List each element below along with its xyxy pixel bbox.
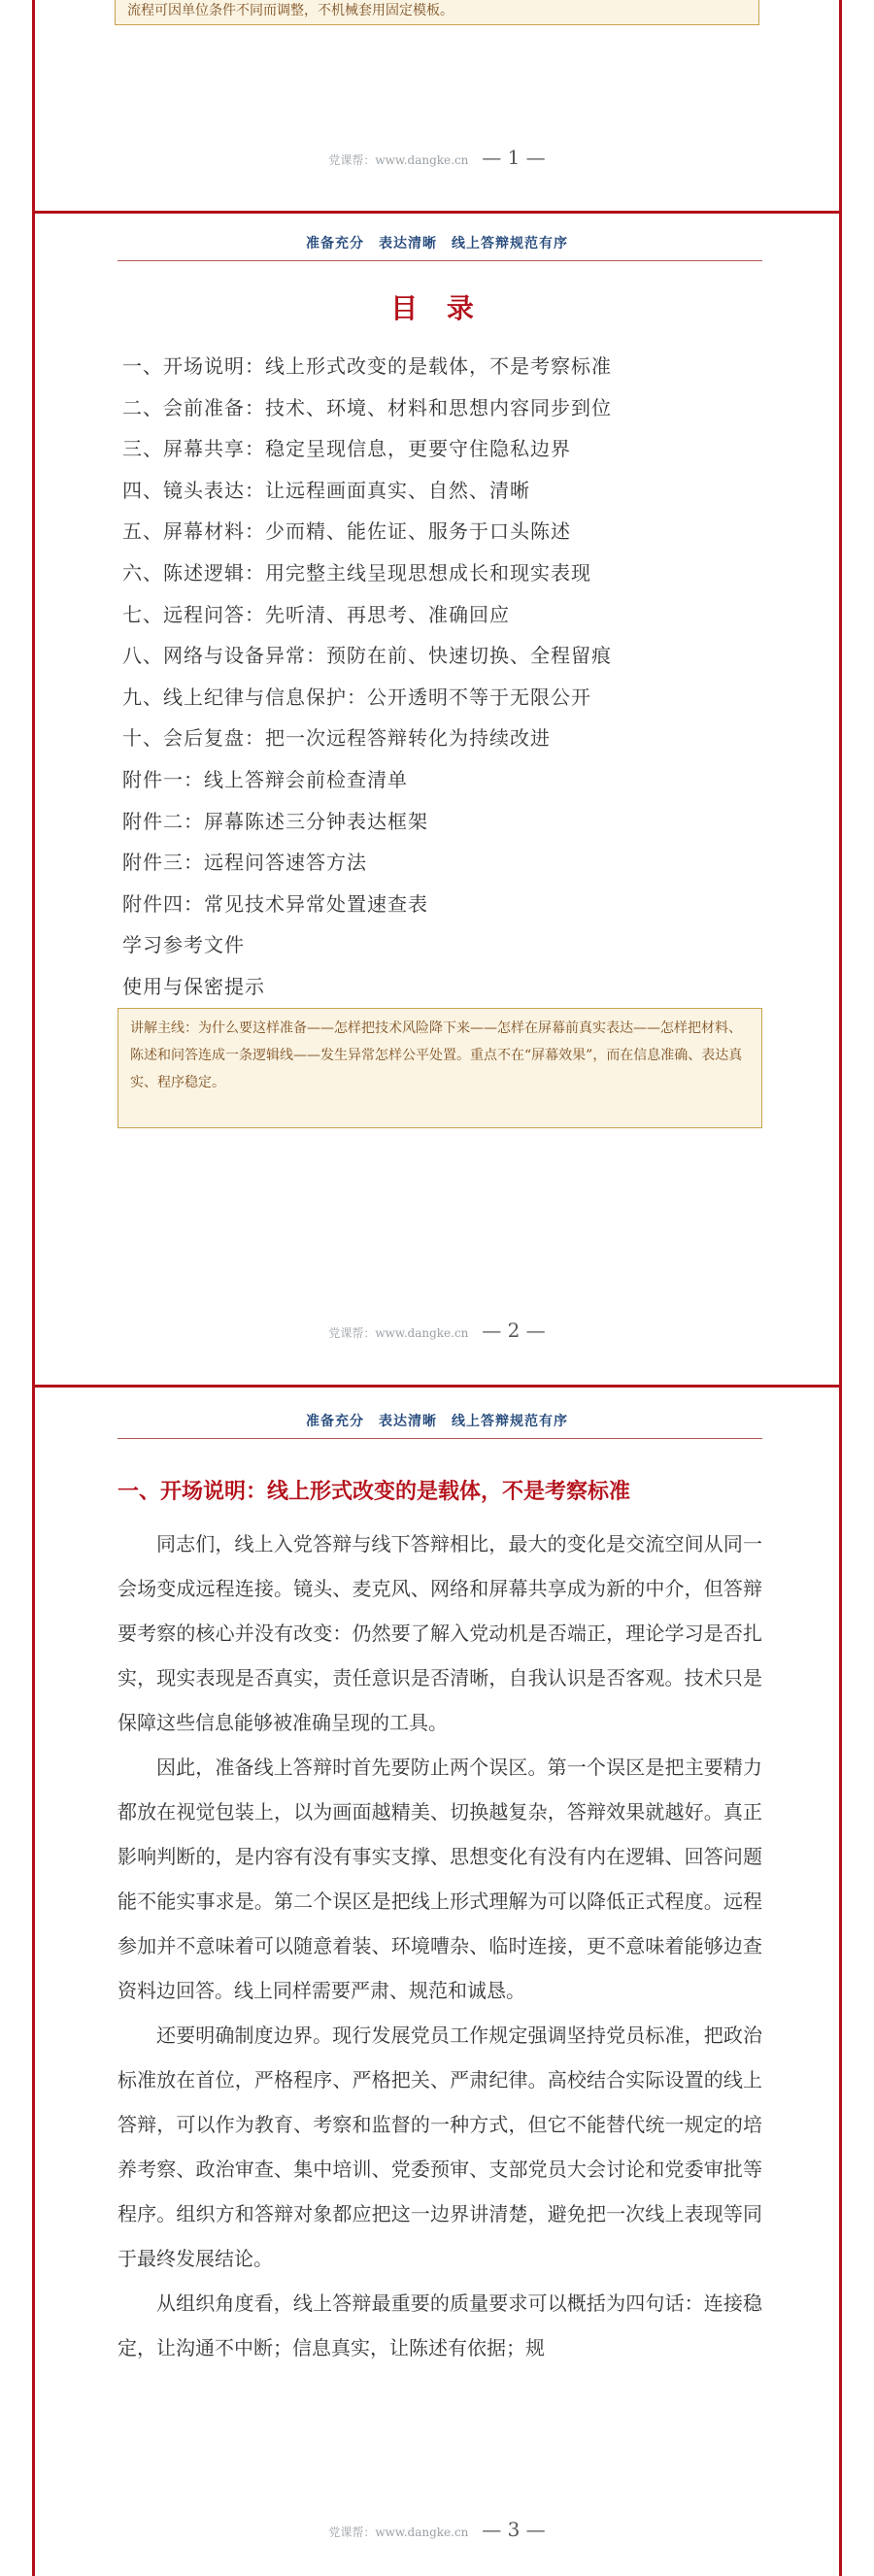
toc-item[interactable]: 附件一：线上答辩会前检查清单 <box>122 767 408 791</box>
toc-item[interactable]: 十、会后复盘：把一次远程答辩转化为持续改进 <box>122 726 551 751</box>
footer-site: 党课帮：www.dangke.cn <box>328 1326 469 1340</box>
section-body <box>118 1522 762 2370</box>
toc-item[interactable]: 七、远程问答：先听清、再思考、准确回应 <box>122 602 510 626</box>
toc-item[interactable]: 五、屏幕材料：少而精、能佐证、服务于口头陈述 <box>122 519 571 544</box>
toc-item[interactable]: 六、陈述逻辑：用完整主线呈现思想成长和现实表现 <box>122 560 591 585</box>
page-number: — 3 — <box>482 2518 546 2541</box>
toc-item[interactable]: 二、会前准备：技术、环境、材料和思想内容同步到位 <box>122 395 612 419</box>
page-footer <box>35 2514 839 2545</box>
section-title: 一、开场说明：线上形式改变的是载体，不是考察标准 <box>118 1480 631 1504</box>
page-footer <box>35 146 839 169</box>
page-number: — 2 — <box>482 1319 546 1342</box>
note-tail-text: 流程可因单位条件不同而调整，不机械套用固定模板。 <box>127 3 454 18</box>
page-number: — 1 — <box>482 146 546 169</box>
toc-item[interactable]: 四、镜头表达：让远程画面真实、自然、清晰 <box>122 478 530 502</box>
page-2 <box>32 214 842 1385</box>
toc-item[interactable]: 附件四：常见技术异常处置速查表 <box>122 891 428 916</box>
toc-item[interactable]: 三、屏幕共享：稳定呈现信息，更要守住隐私边界 <box>122 437 571 461</box>
paragraph: 从组织角度看，线上答辩最重要的质量要求可以概括为四句话：连接稳定，让沟通不中断；信息真实，让陈述有依据；规 <box>118 2292 762 2359</box>
footer-site: 党课帮：www.dangke.cn <box>328 2526 469 2539</box>
paragraph: 因此，准备线上答辩时首先要防止两个误区。第一个误区是把主要精力都放在视觉包装上，以为画面越精美、切换越复杂，答辩效果就越好。真正影响判断的，是内容有没有事实支撑、思想变化有没有内在逻辑、回答问题能不能实事求是。第二个误区是把线上形式理解为可以降低正式程度。远程参加并不意味着可以随意着装、环境嘈杂、临时连接，更不意味着能够边查资料边回答。线上同样需要严肃、规范和诚恳。 <box>118 1756 762 2002</box>
page-3 <box>32 1388 842 2576</box>
page-footer <box>35 1319 839 1342</box>
note-text: 讲解主线：为什么要这样准备——怎样把技术风险降下来——怎样在屏幕前真实表达——怎样把材料、陈述和问答连成一条逻辑线——发生异常怎样公平处置。重点不在“屏幕效果”，而在信息准确、表达真实、程序稳定。 <box>130 1020 743 1090</box>
toc-item[interactable]: 使用与保密提示 <box>122 974 265 998</box>
toc-item[interactable]: 学习参考文件 <box>122 933 245 957</box>
header-rule <box>118 260 762 261</box>
toc-item[interactable]: 附件三：远程问答速答方法 <box>122 851 367 875</box>
toc-item[interactable]: 一、开场说明：线上形式改变的是载体，不是考察标准 <box>122 354 612 378</box>
toc-list <box>122 346 612 1008</box>
toc-item[interactable]: 九、线上纪律与信息保护：公开透明不等于无限公开 <box>122 685 591 709</box>
running-header: 准备充分 表达清晰 线上答辩规范有序 <box>306 1414 568 1429</box>
note-box-tail <box>115 0 759 25</box>
lecture-mainline-note <box>118 1008 762 1128</box>
paragraph: 还要明确制度边界。现行发展党员工作规定强调坚持党员标准，把政治标准放在首位，严格程序、严格把关、严肃纪律。高校结合实际设置的线上答辩，可以作为教育、考察和监督的一种方式，但它不能替代统一规定的培养考察、政治审查、集中培训、党委预审、支部党员大会讨论和党委审批等程序。组织方和答辩对象都应把这一边界讲清楚，避免把一次线上表现等同于最终发展结论。 <box>118 2024 762 2270</box>
paragraph: 同志们，线上入党答辩与线下答辩相比，最大的变化是交流空间从同一会场变成远程连接。镜头、麦克风、网络和屏幕共享成为新的中介，但答辩要考察的核心并没有改变：仍然要了解入党动机是否端正，理论学习是否扎实，现实表现是否真实，责任意识是否清晰，自我认识是否客观。技术只是保障这些信息能够被准确呈现的工具。 <box>118 1532 762 1734</box>
page-1 <box>32 0 842 212</box>
header-rule <box>118 1438 762 1439</box>
toc-item[interactable]: 八、网络与设备异常：预防在前、快速切换、全程留痕 <box>122 644 612 668</box>
toc-item[interactable]: 附件二：屏幕陈述三分钟表达框架 <box>122 809 428 833</box>
running-header: 准备充分 表达清晰 线上答辩规范有序 <box>306 236 568 251</box>
toc-title: 目 录 <box>390 292 484 324</box>
footer-site: 党课帮：www.dangke.cn <box>328 153 469 167</box>
